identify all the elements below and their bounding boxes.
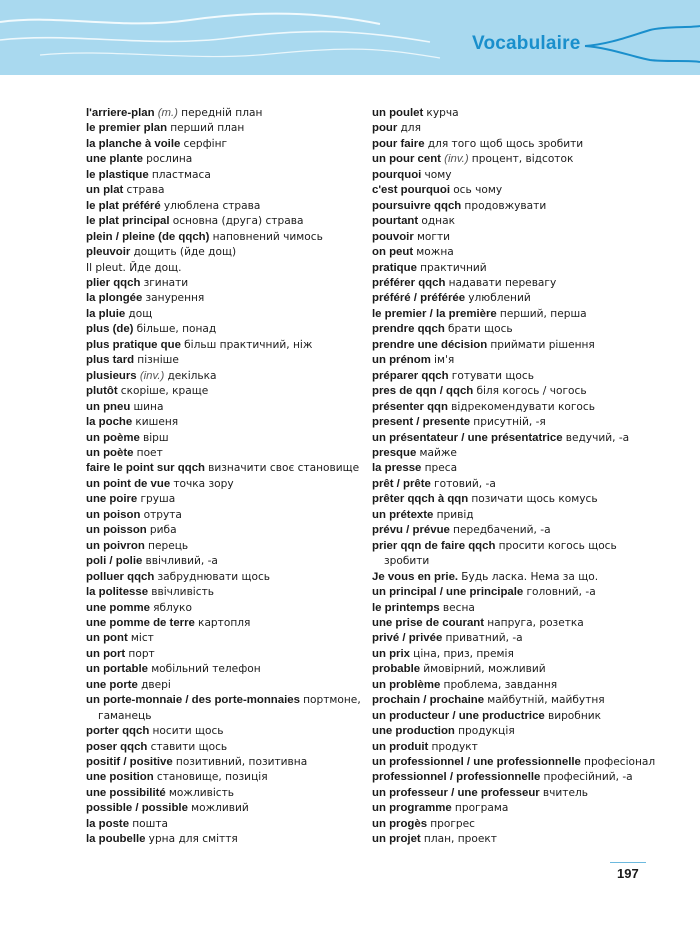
vocab-entry <box>86 508 376 523</box>
vocab-entry <box>86 817 376 832</box>
translation: серфінг <box>183 137 228 150</box>
headword: une possibilité <box>86 786 166 799</box>
vocab-entry <box>372 384 672 399</box>
translation: план, проект <box>423 833 497 846</box>
translation: ціна, приз, премія <box>413 647 514 660</box>
headword: la presse <box>372 462 422 475</box>
headword: une pomme <box>86 601 150 614</box>
headword: prochain / prochaine <box>372 694 485 707</box>
translation: приймати рішення <box>490 338 595 351</box>
headword: la plongée <box>86 292 143 305</box>
headword: un poison <box>86 508 141 521</box>
headword: un poisson <box>86 524 147 537</box>
vocab-entry <box>86 554 376 569</box>
translation: урна для сміття <box>148 833 238 846</box>
translation: носити щось <box>152 725 224 738</box>
translation: двері <box>141 678 171 691</box>
vocab-entry <box>372 631 672 646</box>
headword: prévu / prévue <box>372 524 450 537</box>
translation: виробник <box>547 709 602 722</box>
vocab-entry <box>86 369 376 384</box>
translation: наповнений чимось <box>212 230 323 243</box>
translation: мобільний телефон <box>151 663 261 676</box>
vocab-entry <box>86 106 376 121</box>
translation: готувати щось <box>451 369 534 382</box>
vocab-entry <box>372 353 672 368</box>
translation: проблема, завдання <box>443 678 558 691</box>
vocab-entry <box>86 740 376 755</box>
vocab-entry <box>372 168 672 183</box>
headword: un prix <box>372 647 410 660</box>
translation: передній план <box>181 107 263 119</box>
headword: pourquoi <box>372 168 422 181</box>
headword: Je vous en prie. <box>372 570 459 583</box>
headword: une prise de courant <box>372 616 485 629</box>
vocab-entry <box>86 755 376 770</box>
vocab-entry <box>86 616 376 631</box>
translation: приватний, -а <box>445 632 523 645</box>
vocab-entry <box>86 199 376 214</box>
vocab-entry <box>372 338 672 353</box>
translation: точка зору <box>173 477 234 490</box>
vocab-entry <box>86 801 376 816</box>
headword: prendre une décision <box>372 338 488 351</box>
vocab-entry <box>86 770 376 785</box>
headword: un poivron <box>86 539 145 552</box>
translation: ставити щось <box>150 740 228 753</box>
translation: головний, -а <box>526 586 596 599</box>
vocab-entry <box>372 601 672 616</box>
headword: la poste <box>86 817 130 830</box>
vocab-entry <box>86 523 376 538</box>
vocab-entry <box>86 786 376 801</box>
headword: un portable <box>86 663 149 676</box>
translation: однак <box>421 215 455 228</box>
translation: становище, позиція <box>156 771 268 784</box>
translation: дощ <box>128 307 153 320</box>
translation: брати щось <box>447 323 513 336</box>
vocab-entry <box>372 230 672 245</box>
vocab-entry <box>86 338 376 353</box>
headword: un prétexte <box>372 508 434 521</box>
headword: le premier / la première <box>372 307 497 320</box>
vocab-entry <box>372 121 672 136</box>
vocab-entry <box>372 431 672 446</box>
translation: ймовірний, можливий <box>423 663 546 676</box>
vocab-entry <box>372 446 672 461</box>
headword: plusieurs <box>86 369 137 382</box>
vocab-entry <box>372 415 672 430</box>
headword: poursuivre qqch <box>372 199 462 212</box>
vocab-entry <box>86 307 376 322</box>
page-number-rule <box>610 862 646 863</box>
translation: риба <box>149 524 177 537</box>
headword: un projet <box>372 833 421 846</box>
translation: згинати <box>143 276 189 289</box>
headword: une position <box>86 771 154 784</box>
headword: un pour cent <box>372 153 441 166</box>
translation: весна <box>442 601 475 614</box>
vocab-entry <box>372 554 672 569</box>
headword: la pluie <box>86 307 126 320</box>
translation: перець <box>148 539 189 552</box>
translation: ось чому <box>453 184 503 197</box>
vocab-entry <box>372 616 672 631</box>
headword: on peut <box>372 246 414 259</box>
headword: un producteur / une productrice <box>372 709 545 722</box>
vocab-entry <box>86 585 376 600</box>
translation: можливість <box>168 786 235 799</box>
translation: улюблений <box>468 292 531 305</box>
headword: un poulet <box>372 107 424 119</box>
vocab-entry <box>86 261 376 276</box>
translation: груша <box>140 493 176 506</box>
translation: можна <box>416 246 454 259</box>
vocab-entry <box>86 446 376 461</box>
headword: poli / polie <box>86 555 143 568</box>
headword: le plastique <box>86 168 149 181</box>
translation: зробити <box>384 555 430 568</box>
vocab-entry <box>86 291 376 306</box>
headword: un problème <box>372 678 441 691</box>
headword: plutôt <box>86 385 118 398</box>
translation: забруднювати щось <box>157 570 271 583</box>
headword: un progès <box>372 817 428 830</box>
headword: presque <box>372 446 417 459</box>
headword: un professeur / une professeur <box>372 786 540 799</box>
vocab-entry <box>372 322 672 337</box>
vocab-entry <box>372 492 672 507</box>
translation: просити когось щось <box>498 539 617 552</box>
vocab-entry <box>86 168 376 183</box>
translation: більш практичний, ніж <box>184 338 313 351</box>
vocab-entry <box>86 276 376 291</box>
vocab-entry <box>86 570 376 585</box>
translation: перший план <box>170 122 245 135</box>
headword: un pneu <box>86 400 131 413</box>
headword: plus (de) <box>86 323 134 336</box>
vocab-entry <box>86 601 376 616</box>
translation: майже <box>419 446 457 459</box>
vocab-entry <box>86 152 376 167</box>
vocab-entry <box>372 786 672 801</box>
vocab-entry <box>372 709 672 724</box>
translation: преса <box>424 462 458 475</box>
headword: plier qqch <box>86 276 141 289</box>
translation: отрута <box>143 508 182 521</box>
vocab-entry <box>372 693 672 708</box>
headword: un pont <box>86 632 128 645</box>
headword: un produit <box>372 740 429 753</box>
vocab-entry <box>86 539 376 554</box>
headword: une poire <box>86 493 138 506</box>
headword: un poème <box>86 431 140 444</box>
translation: занурення <box>145 292 205 305</box>
vocab-entry <box>372 369 672 384</box>
vocab-entry <box>86 631 376 646</box>
vocab-entry <box>372 724 672 739</box>
translation: чому <box>424 168 452 181</box>
headword: un port <box>86 647 126 660</box>
vocab-entry <box>372 508 672 523</box>
translation: ввічливість <box>151 586 214 599</box>
vocab-entry <box>372 477 672 492</box>
headword: la poubelle <box>86 833 146 846</box>
vocab-entry <box>372 137 672 152</box>
translation: продовжувати <box>464 199 547 212</box>
translation: Il pleut. Йде дощ. <box>86 261 182 274</box>
headword: prendre qqch <box>372 323 445 336</box>
vocab-entry <box>372 400 672 415</box>
translation: присутній, -я <box>473 416 546 429</box>
headword: le plat préféré <box>86 199 161 212</box>
vocab-entry <box>372 199 672 214</box>
headword: un poète <box>86 446 134 459</box>
translation: могти <box>416 230 451 243</box>
headword: plein / pleine (de qqch) <box>86 230 210 243</box>
headword: l'arriere-plan <box>86 107 155 119</box>
vocab-entry <box>372 755 672 770</box>
section-title: Vocabulaire <box>472 33 581 54</box>
headword: positif / positive <box>86 756 173 769</box>
vocab-entry <box>372 539 672 554</box>
headword: pleuvoir <box>86 246 131 259</box>
header-wave-decoration <box>0 0 700 75</box>
vocab-entry <box>372 276 672 291</box>
translation: дощить (йде дощ) <box>133 246 237 259</box>
vocab-entry <box>86 647 376 662</box>
vocab-entry <box>372 307 672 322</box>
vocab-entry <box>86 492 376 507</box>
headword: plus tard <box>86 354 135 367</box>
headword: pour faire <box>372 137 425 150</box>
headword: préférer qqch <box>372 276 446 289</box>
translation: ввічливий, -а <box>145 555 218 568</box>
vocab-entry <box>372 662 672 677</box>
vocab-entry <box>372 152 672 167</box>
translation: професіонал <box>584 756 656 769</box>
vocab-entry <box>372 183 672 198</box>
headword: un principal / une principale <box>372 586 524 599</box>
headword: un plat <box>86 184 124 197</box>
translation: програма <box>454 802 509 815</box>
vocab-entry <box>86 400 376 415</box>
headword: une pomme de terre <box>86 616 195 629</box>
translation: пластмаса <box>151 168 211 181</box>
vocab-entry <box>86 832 376 847</box>
headword: une plante <box>86 153 143 166</box>
headword: la poche <box>86 416 133 429</box>
vocab-entry <box>86 724 376 739</box>
headword: présenter qqn <box>372 400 448 413</box>
headword: le premier plan <box>86 122 168 135</box>
headword: porter qqch <box>86 725 150 738</box>
headword: prêter qqch à qqn <box>372 493 469 506</box>
vocab-entry <box>372 570 672 585</box>
headword: plus pratique que <box>86 338 181 351</box>
vocab-entry <box>86 230 376 245</box>
headword: pres de qqn / qqch <box>372 385 474 398</box>
translation: гаманець <box>98 709 152 722</box>
vocab-entry <box>86 384 376 399</box>
translation: прогрес <box>430 817 475 830</box>
translation: скоріше, краще <box>120 385 209 398</box>
translation: більше, понад <box>136 323 217 336</box>
headword: prêt / prête <box>372 477 431 490</box>
translation: ведучий, -а <box>565 431 630 444</box>
translation: продукція <box>458 725 515 738</box>
vocab-entry <box>86 183 376 198</box>
headword: probable <box>372 663 421 676</box>
headword: le printemps <box>372 601 440 614</box>
translation: улюблена страва <box>163 199 261 212</box>
vocab-entry <box>372 678 672 693</box>
vocab-entry <box>86 353 376 368</box>
vocab-entry <box>372 817 672 832</box>
vocab-entry <box>86 415 376 430</box>
headword: poser qqch <box>86 740 148 753</box>
translation: Будь ласка. Нема за що. <box>461 570 599 583</box>
headword: un prénom <box>372 354 431 367</box>
headword: faire le point sur qqch <box>86 462 205 475</box>
headword: un présentateur / une présentatrice <box>372 431 563 444</box>
headword: une porte <box>86 678 138 691</box>
headword: possible / possible <box>86 802 188 815</box>
translation: пізніше <box>137 354 179 367</box>
translation: вірш <box>142 431 169 444</box>
translation: рослина <box>146 153 193 166</box>
vocab-entry <box>86 137 376 152</box>
translation: порт <box>128 647 155 660</box>
vocab-entry <box>86 477 376 492</box>
translation: декілька <box>167 369 217 382</box>
headword: privé / privée <box>372 632 443 645</box>
vocab-entry <box>372 770 672 785</box>
headword: un point de vue <box>86 477 171 490</box>
vocab-entry <box>86 431 376 446</box>
headword: la planche à voile <box>86 137 181 150</box>
vocab-entry <box>372 461 672 476</box>
translation: для того щоб щось зробити <box>427 137 584 150</box>
vocab-entry <box>372 106 672 121</box>
vocab-entry <box>372 832 672 847</box>
translation: надавати перевагу <box>448 276 557 289</box>
translation: позитивний, позитивна <box>175 756 308 769</box>
vocab-entry <box>372 261 672 276</box>
headword: préféré / préférée <box>372 292 466 305</box>
translation: процент, відсоток <box>471 153 574 166</box>
grammar-note: (m.) <box>157 107 178 119</box>
headword: le plat principal <box>86 215 170 228</box>
translation: для <box>400 122 421 135</box>
page-number: 197 <box>617 866 639 881</box>
headword: polluer qqch <box>86 570 155 583</box>
translation: практичний <box>420 261 487 274</box>
headword: un professionnel / une professionnelle <box>372 756 581 769</box>
vocab-entry <box>86 693 376 708</box>
grammar-note: (inv.) <box>139 369 165 382</box>
translation: біля когось / чогось <box>476 385 587 398</box>
vocab-entry <box>372 585 672 600</box>
headword: pour <box>372 122 398 135</box>
translation: перший, перша <box>499 307 587 320</box>
headword: pourtant <box>372 215 419 228</box>
translation: позичати щось комусь <box>471 493 598 506</box>
vocab-entry <box>372 291 672 306</box>
vocab-entry <box>372 523 672 538</box>
vocab-entry <box>86 322 376 337</box>
translation: страва <box>126 184 165 197</box>
headword: pouvoir <box>372 230 414 243</box>
vocab-entry <box>372 740 672 755</box>
vocab-entry <box>86 214 376 229</box>
translation: продукт <box>431 740 478 753</box>
translation: відрекомендувати когось <box>451 400 595 413</box>
translation: портмоне, <box>303 694 361 707</box>
translation: кишеня <box>135 416 179 429</box>
translation: привід <box>436 508 474 521</box>
vocabulary-column-left <box>86 106 376 848</box>
translation: яблуко <box>153 601 192 614</box>
headword: professionnel / professionnelle <box>372 771 541 784</box>
vocab-entry <box>372 214 672 229</box>
vocab-entry <box>372 647 672 662</box>
headword: un porte-monnaie / des porte-monnaies <box>86 694 300 707</box>
translation: вчитель <box>542 786 588 799</box>
translation: курча <box>426 107 459 119</box>
translation: визначити своє становище <box>208 462 360 475</box>
vocab-entry <box>86 461 376 476</box>
headword: un programme <box>372 802 452 815</box>
vocab-entry <box>372 245 672 260</box>
translation: можливий <box>191 802 249 815</box>
vocab-entry <box>86 678 376 693</box>
vocab-entry <box>86 662 376 677</box>
vocab-entry <box>86 245 376 260</box>
translation: шина <box>133 400 164 413</box>
translation: передбачений, -а <box>453 524 551 537</box>
grammar-note: (inv.) <box>444 153 469 166</box>
headword: pratique <box>372 261 417 274</box>
translation: майбутній, майбутня <box>487 694 605 707</box>
headword: une production <box>372 725 455 738</box>
translation: основна (друга) страва <box>172 215 304 228</box>
vocab-entry <box>372 801 672 816</box>
translation: професійний, -а <box>543 771 633 784</box>
vocab-entry <box>86 121 376 136</box>
headword: préparer qqch <box>372 369 449 382</box>
translation: напруга, розетка <box>487 616 584 629</box>
translation: картопля <box>198 616 251 629</box>
header-band <box>0 0 700 75</box>
translation: пошта <box>132 817 168 830</box>
translation: ім'я <box>434 354 455 367</box>
translation: міст <box>130 632 154 645</box>
translation: готовий, -а <box>434 477 496 490</box>
headword: present / presente <box>372 416 471 429</box>
vocab-entry <box>86 709 376 724</box>
translation: поет <box>136 446 163 459</box>
vocabulary-column-right <box>372 106 672 848</box>
headword: prier qqn de faire qqch <box>372 539 496 552</box>
headword: c'est pourquoi <box>372 184 451 197</box>
headword: la politesse <box>86 586 149 599</box>
